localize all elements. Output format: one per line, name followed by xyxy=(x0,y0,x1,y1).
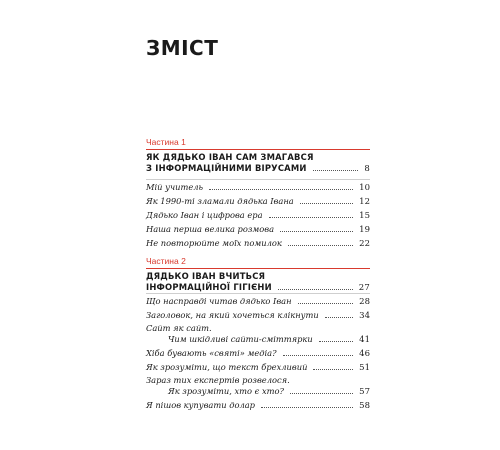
toc-entry-page: 28 xyxy=(359,297,370,307)
toc-entry-label: Як зрозуміти, хто є хто? xyxy=(168,386,284,396)
toc-entry[interactable] xyxy=(146,386,370,398)
toc-entry-label: Як 1990-ті зламали дядька Івана xyxy=(146,196,294,206)
toc-entry-label: Дядько Іван і цифрова ера xyxy=(146,210,263,220)
dot-leader xyxy=(300,203,353,204)
dot-leader xyxy=(325,317,353,318)
toc-entry-label: Заголовок, на який хочеться клікнути xyxy=(146,310,319,320)
toc-entry[interactable] xyxy=(146,362,370,374)
toc-entry-label: Хіба бувають «святі» медіа? xyxy=(146,348,277,358)
toc-entry-page: 12 xyxy=(359,197,370,207)
part-1-heading xyxy=(146,152,370,175)
toc-entry-page: 34 xyxy=(359,311,370,321)
dot-leader xyxy=(280,231,353,232)
toc-entry[interactable] xyxy=(146,296,370,308)
separator xyxy=(146,293,370,294)
toc-entry-page: 51 xyxy=(359,363,370,373)
part-2-rule xyxy=(146,268,370,269)
part-2-label: Частина 2 xyxy=(146,256,186,266)
toc-entry-line1[interactable]: Сайт як сайт. xyxy=(146,323,212,333)
toc-entry[interactable] xyxy=(146,348,370,360)
toc-entry[interactable] xyxy=(146,182,370,194)
toc-entry-page: 22 xyxy=(359,239,370,249)
toc-entry-page: 46 xyxy=(359,349,370,359)
toc-entry[interactable] xyxy=(146,224,370,236)
toc-entry-label: Наша перша велика розмова xyxy=(146,224,275,234)
toc-entry-page: 58 xyxy=(359,401,370,411)
dot-leader xyxy=(261,407,353,408)
part-1-heading-line1: ЯК ДЯДЬКО ІВАН САМ ЗМАГАВСЯ xyxy=(146,152,314,162)
part-2-heading-line1: ДЯДЬКО ІВАН ВЧИТЬСЯ xyxy=(146,271,266,281)
part-2-page: 27 xyxy=(358,283,370,293)
part-2-heading-line2: ІНФОРМАЦІЙНОЇ ГІГІЄНИ xyxy=(146,282,272,292)
toc-entry-page: 41 xyxy=(359,335,370,345)
part-2-heading xyxy=(146,271,370,294)
part-1-rule xyxy=(146,149,370,150)
dot-leader xyxy=(290,393,353,394)
separator xyxy=(146,179,370,180)
dot-leader xyxy=(298,303,354,304)
dot-leader xyxy=(209,189,353,190)
toc-entry[interactable] xyxy=(146,400,370,412)
toc-entry-page: 15 xyxy=(359,211,370,221)
toc-entry-page: 10 xyxy=(359,183,370,193)
toc-entry-label: Як зрозуміти, що текст брехливий xyxy=(146,362,308,372)
toc-entry-line1[interactable]: Зараз тих експертів розвелося. xyxy=(146,375,290,385)
dot-leader xyxy=(283,355,354,356)
toc-entry[interactable] xyxy=(146,310,370,322)
part-1-page: 8 xyxy=(364,164,370,174)
dot-leader xyxy=(313,369,353,370)
toc-entry[interactable] xyxy=(146,238,370,250)
toc-entry[interactable] xyxy=(146,334,370,346)
toc-entry-page: 57 xyxy=(359,387,370,397)
part-1-heading-line2: З ІНФОРМАЦІЙНИМИ ВІРУСАМИ xyxy=(146,163,307,173)
dot-leader xyxy=(278,289,353,290)
toc-entry-label: Чим шкідливі сайти-сміттярки xyxy=(168,334,313,344)
toc-entry-label: Не повторюйте моїх помилок xyxy=(146,238,282,248)
dot-leader xyxy=(313,170,359,171)
page-title: ЗМІСТ xyxy=(146,36,219,60)
part-1-label: Частина 1 xyxy=(146,137,186,147)
toc-entry-label: Я пішов купувати долар xyxy=(146,400,255,410)
dot-leader xyxy=(269,217,354,218)
toc-entry[interactable] xyxy=(146,210,370,222)
dot-leader xyxy=(288,245,353,246)
toc-entry[interactable] xyxy=(146,196,370,208)
toc-entry-page: 19 xyxy=(359,225,370,235)
dot-leader xyxy=(319,341,353,342)
toc-entry-label: Що насправді читав дядько Іван xyxy=(146,296,292,306)
toc-entry-label: Мій учитель xyxy=(146,182,204,192)
